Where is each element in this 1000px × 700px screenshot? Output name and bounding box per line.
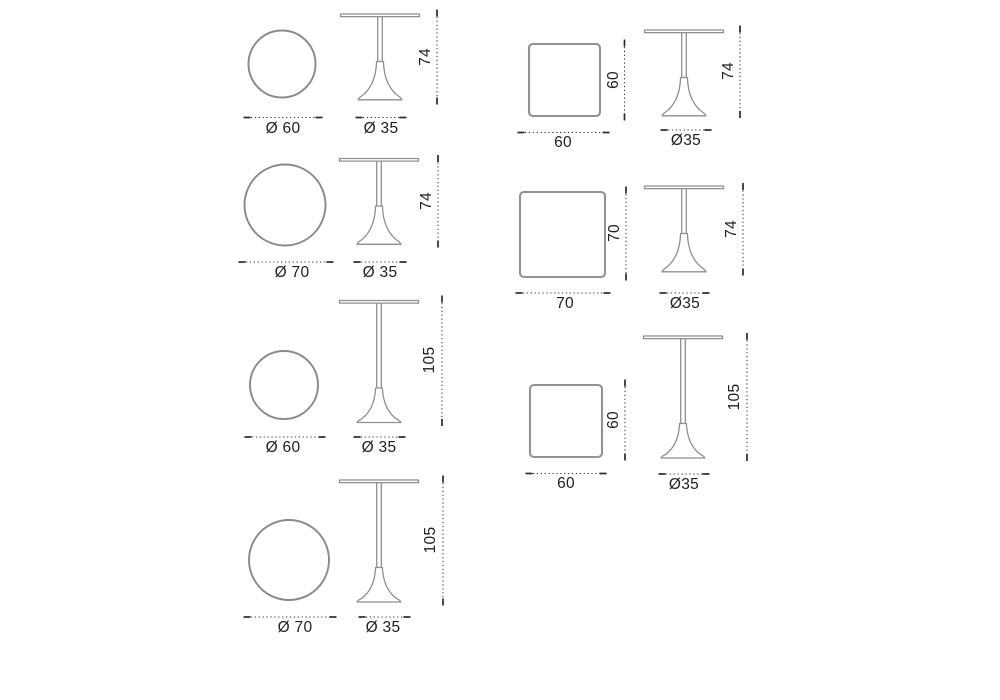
plan-view-circle [250,351,318,419]
base-dim-label: Ø 35 [363,120,399,137]
plan-view-circle [249,31,316,98]
plan-view-square [529,44,600,116]
height-dim-label: 74 [720,62,737,80]
table-elevation [340,159,419,245]
table-elevation [645,186,724,272]
height-dim-label: 105 [422,526,439,554]
height-dim-label: 105 [726,383,743,411]
base-dim-label: Ø 35 [365,619,401,636]
plan-dim-label: Ø 60 [265,120,301,137]
table-elevation [645,30,724,116]
height-dim-label: 74 [418,192,435,210]
plan-dim-label: Ø 70 [277,619,313,636]
diagram-round-60-h105 [248,299,442,456]
plan-view-square [530,385,602,457]
plan-view-square [520,192,605,277]
plan-dim-label: Ø 70 [274,264,310,281]
base-dim-label: Ø35 [670,132,702,149]
diagram-round-60-h74 [247,13,437,137]
plan-width-dim-label: 60 [554,134,572,151]
diagram-round-70-h105 [247,479,443,636]
plan-width-dim-label: 70 [556,295,574,312]
height-dim-label: 105 [421,346,438,374]
diagram-round-70-h74 [242,159,438,282]
base-dim-label: Ø35 [668,476,700,493]
base-dim-label: Ø 35 [362,264,398,281]
diagram-square-60-h74 [521,29,740,151]
plan-width-dim-label: 60 [557,475,575,492]
plan-depth-dim-label: 70 [606,224,623,242]
plan-dim-label: Ø 60 [265,439,301,456]
plan-view-circle [249,520,329,600]
plan-depth-dim-label: 60 [605,71,622,89]
table-elevation [341,14,420,100]
base-dim-label: Ø35 [669,295,701,312]
plan-view-circle [245,165,326,246]
diagram-square-70-h74 [519,186,743,312]
height-dim-label: 74 [417,48,434,66]
plan-depth-dim-label: 60 [605,411,622,429]
diagram-square-60-h105 [529,336,747,493]
table-elevation [644,336,723,458]
base-dim-label: Ø 35 [361,439,397,456]
height-dim-label: 74 [723,220,740,238]
table-elevation [340,480,419,602]
table-elevation [340,301,419,423]
